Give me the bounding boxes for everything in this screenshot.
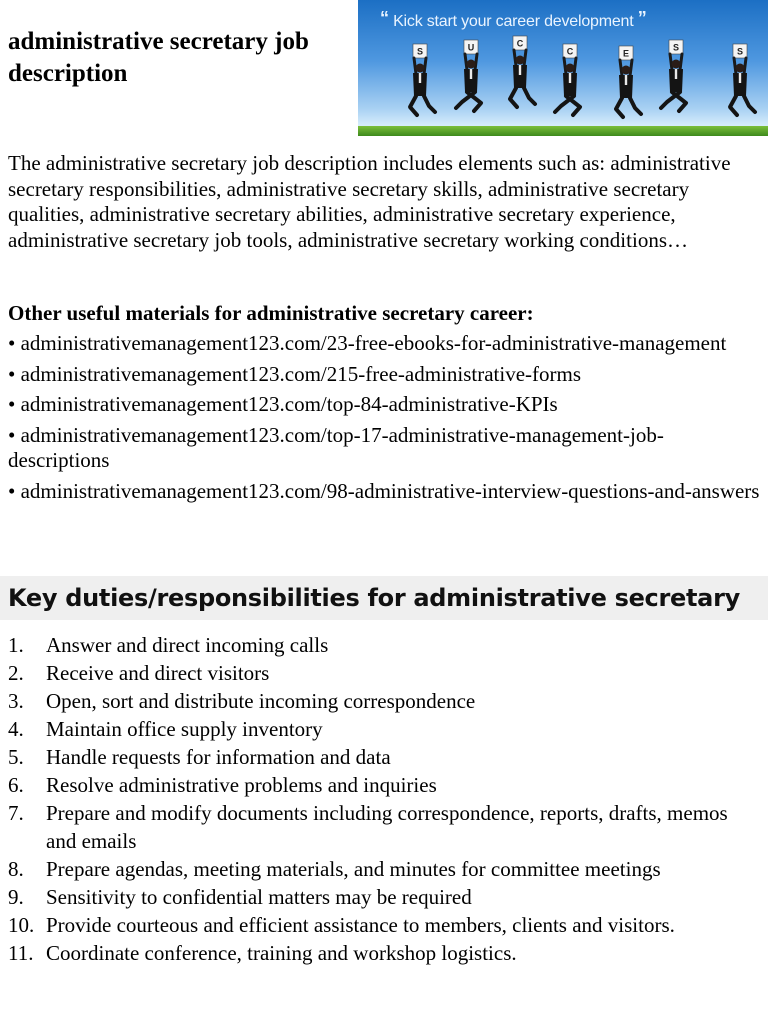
- resource-link[interactable]: • administrativemanagement123.com/top-17-administrative-management-job-descriptions: [8, 422, 664, 472]
- person-legs: [510, 88, 535, 107]
- person-shirt: [569, 73, 571, 83]
- duties-section-header: [0, 576, 768, 620]
- person-head: [736, 64, 745, 73]
- duty-number: 3.: [8, 689, 24, 713]
- duty-text: Resolve administrative problems and inquiries: [46, 773, 437, 797]
- person-legs: [730, 96, 755, 115]
- duty-text: Coordinate conference, training and workshop logistics.: [46, 941, 517, 965]
- person-head: [622, 66, 631, 75]
- duty-item: [0, 939, 768, 967]
- page-title: administrative secretary job description: [8, 28, 309, 87]
- duty-number: 9.: [8, 885, 24, 909]
- duty-number: 10.: [8, 913, 35, 937]
- resource-link[interactable]: • administrativemanagement123.com/215-free-administrative-forms: [8, 361, 581, 386]
- person-head: [416, 64, 425, 73]
- duty-item: [0, 911, 768, 939]
- person-shirt: [739, 73, 741, 83]
- banner-quote-text: Kick start your career development: [393, 13, 634, 30]
- grass-strip: [358, 126, 768, 136]
- resource-link[interactable]: • administrativemanagement123.com/23-free-ebooks-for-administrative-management: [8, 331, 727, 355]
- duties-heading: Key duties/responsibilities for administrative secretary: [8, 584, 740, 612]
- duty-item: [0, 631, 768, 659]
- person-legs: [456, 92, 481, 111]
- person-shirt: [419, 73, 421, 83]
- success-banner-image: [358, 0, 768, 136]
- duty-number: 8.: [8, 857, 24, 881]
- duty-item: [0, 855, 768, 883]
- sign-letter: E: [622, 48, 630, 59]
- duty-item: [0, 799, 768, 855]
- resources-heading: Other useful materials for administrative secretary career:: [8, 301, 534, 325]
- person-legs: [410, 96, 435, 115]
- sign-letter: C: [566, 46, 574, 57]
- sign-letter: S: [672, 42, 680, 53]
- duty-text: Provide courteous and efficient assistance to members, clients and visitors.: [46, 913, 675, 937]
- duty-number: 2.: [8, 661, 24, 685]
- jumping-person: [456, 40, 481, 111]
- sign-letter: U: [467, 42, 475, 53]
- jumping-person: [616, 46, 641, 117]
- duty-number: 6.: [8, 773, 24, 797]
- duty-text: Maintain office supply inventory: [46, 717, 323, 741]
- duty-item: [0, 659, 768, 687]
- duty-number: 11.: [8, 941, 34, 965]
- resource-link-list: [8, 331, 760, 504]
- duty-number: 7.: [8, 801, 24, 825]
- duty-text: Receive and direct visitors: [46, 661, 270, 685]
- jumping-people-illustration: [358, 0, 768, 136]
- duty-text: Prepare and modify documents including correspondence, reports, drafts, memos and emails: [46, 801, 728, 853]
- duties-list: [0, 631, 768, 967]
- resources-section: [8, 300, 760, 504]
- jumping-person: [555, 44, 580, 115]
- person-head: [467, 60, 476, 69]
- resource-link[interactable]: • administrativemanagement123.com/98-administrative-interview-questions-and-answers: [8, 478, 760, 503]
- duty-text: Answer and direct incoming calls: [46, 633, 329, 657]
- sign-letter: C: [516, 38, 524, 49]
- person-shirt: [519, 65, 521, 75]
- duty-text: Handle requests for information and data: [46, 745, 391, 769]
- person-head: [516, 56, 525, 65]
- duty-number: 1.: [8, 633, 24, 657]
- duty-item: [0, 771, 768, 799]
- jumping-person: [730, 44, 755, 115]
- sign-letter: S: [736, 46, 744, 57]
- person-shirt: [625, 75, 627, 85]
- jumping-person: [410, 44, 435, 115]
- duty-item: [0, 715, 768, 743]
- jumping-person: [661, 40, 686, 111]
- jumping-person: [510, 36, 535, 107]
- banner-quote-close-mark: ”: [637, 8, 647, 28]
- duty-item: [0, 687, 768, 715]
- person-shirt: [675, 69, 677, 79]
- duty-text: Sensitivity to confidential matters may be required: [46, 885, 472, 909]
- banner-quote-open-mark: “: [380, 8, 389, 28]
- person-shirt: [470, 69, 472, 79]
- duty-number: 4.: [8, 717, 24, 741]
- duty-number: 5.: [8, 745, 24, 769]
- duty-text: Open, sort and distribute incoming correspondence: [46, 689, 476, 713]
- intro-paragraph: The administrative secretary job description includes elements such as: administrative secretary responsibilities, administrative secretary skills, administrative secretary qualities, administrative secretary abilities, administrative secretary experience, administrative secretary job tools, administrative secretary working conditions…: [8, 151, 731, 252]
- person-head: [566, 64, 575, 73]
- resource-link[interactable]: • administrativemanagement123.com/top-84-administrative-KPIs: [8, 392, 558, 416]
- duty-item: [0, 883, 768, 911]
- person-legs: [616, 98, 641, 117]
- duty-item: [0, 743, 768, 771]
- duty-text: Prepare agendas, meeting materials, and minutes for committee meetings: [46, 857, 661, 881]
- person-head: [672, 60, 681, 69]
- person-legs: [555, 96, 580, 115]
- sign-letter: S: [416, 46, 424, 57]
- person-legs: [661, 92, 686, 111]
